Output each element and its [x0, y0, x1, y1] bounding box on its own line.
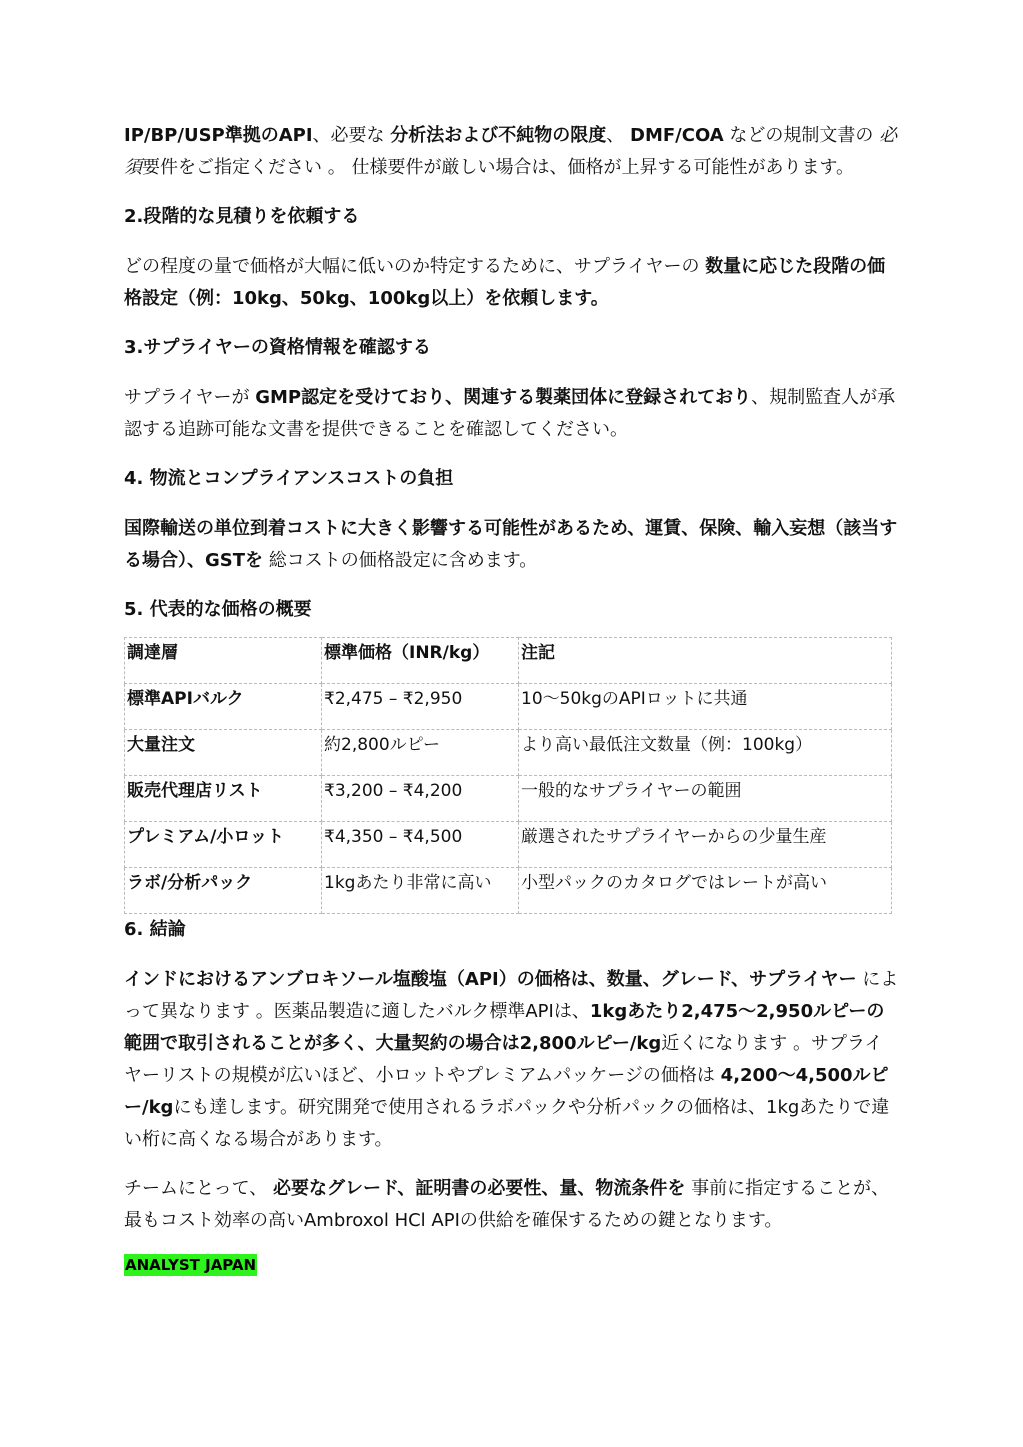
table-cell-tier: 販売代理店リスト: [125, 776, 322, 822]
section-3-text: 、規制監査人が承認する追跡可能な文書を提供できることを確認してください。: [124, 387, 896, 440]
section-3-bold: GMP認定を受けており、関連する製薬団体に登録されており: [255, 387, 752, 408]
analyst-japan-tag: ANALYST JAPAN: [125, 1256, 257, 1274]
table-row: [125, 776, 892, 822]
section-6-heading: 6. 結論: [124, 919, 186, 940]
table-cell-price: ₹4,350 – ₹4,500: [322, 822, 519, 868]
section-4-heading: 4. 物流とコンプライアンスコストの負担: [124, 468, 454, 489]
section-2-paragraph: [124, 251, 899, 315]
closing-text: 事前に指定することが、最もコスト効率の高いAmbroxol HCl APIの供給を確保するための鍵となります。: [124, 1178, 890, 1231]
table-cell-price: ₹3,200 – ₹4,200: [322, 776, 519, 822]
intro-bold-analysis: 分析法および不純物の限度: [390, 125, 607, 146]
table-row: [125, 684, 892, 730]
price-table: [124, 637, 892, 914]
table-row: [125, 822, 892, 868]
intro-text: 、: [606, 125, 631, 146]
section-6-paragraph: [124, 964, 899, 1156]
table-cell-tier: 大量注文: [125, 730, 322, 776]
closing-paragraph: [124, 1173, 899, 1237]
table-cell-note: より高い最低注文数量（例：100kg）: [519, 730, 892, 776]
section-3-heading: 3.サプライヤーの資格情報を確認する: [124, 337, 431, 358]
table-row: [125, 868, 892, 914]
intro-text: 、必要な: [312, 125, 391, 146]
table-cell-tier: ラボ/分析パック: [125, 868, 322, 914]
section-3-paragraph: [124, 382, 899, 446]
intro-italic-required: 必須: [124, 125, 898, 178]
closing-bold: 必要なグレード、証明書の必要性、量、物流条件を: [273, 1178, 686, 1199]
closing-text: チームにとって、: [124, 1178, 274, 1199]
table-cell-tier: 標準APIバルク: [125, 684, 322, 730]
section-6-text: 近くになります 。サプライヤーリストの規模が広いほど、小ロットやプレミアムパッケージの価格は: [124, 1033, 883, 1086]
table-cell-price: 約2,800ルピー: [322, 730, 519, 776]
table-cell-note: 厳選されたサプライヤーからの少量生産: [519, 822, 892, 868]
section-3-text: サプライヤーが: [124, 387, 256, 408]
section-4-paragraph: [124, 513, 899, 577]
intro-text: などの規制文書の: [723, 125, 880, 146]
section-6-bold: 4,200〜4,500ルピー/kg: [124, 1065, 889, 1118]
table-header-cell: 調達層: [125, 638, 322, 684]
intro-text: 要件をご指定ください 。 仕様要件が厳しい場合は、価格が上昇する可能性があります。: [142, 157, 854, 178]
section-5-heading: 5. 代表的な価格の概要: [124, 599, 312, 620]
table-header-row: [125, 638, 892, 684]
table-cell-tier: プレミアム/小ロット: [125, 822, 322, 868]
intro-paragraph: [124, 120, 899, 184]
table-header-cell: 注記: [519, 638, 892, 684]
table-header-cell: 標準価格（INR/kg）: [322, 638, 519, 684]
section-6-text: にも達します。研究開発で使用されるラボパックや分析パックの価格は、1kgあたりで違い桁に高くなる場合があります。: [124, 1097, 890, 1150]
section-2-heading: 2.段階的な見積りを依頼する: [124, 206, 360, 227]
section-4-text: 総コストの価格設定に含めます。: [263, 550, 538, 571]
table-cell-price: ₹2,475 – ₹2,950: [322, 684, 519, 730]
table-row: [125, 730, 892, 776]
section-2-bold: 数量に応じた段階の価格設定（例：10kg、50kg、100kg以上）を依頼します。: [124, 256, 886, 309]
table-cell-price: 1kgあたり非常に高い: [322, 868, 519, 914]
table-cell-note: 10〜50kgのAPIロットに共通: [519, 684, 892, 730]
section-6-bold: 1kgあたり2,475〜2,950ルピーの範囲で取引されることが多く、大量契約の場合は2,800ルピー/kg: [124, 1001, 885, 1054]
document-content: [124, 120, 899, 1276]
section-2-text: どの程度の量で価格が大幅に低いのか特定するために、サプライヤーの: [124, 256, 706, 277]
table-cell-note: 一般的なサプライヤーの範囲: [519, 776, 892, 822]
table-cell-note: 小型パックのカタログではレートが高い: [519, 868, 892, 914]
section-6-text: によって異なります 。医薬品製造に適したバルク標準APIは、: [124, 969, 899, 1022]
section-6-bold: インドにおけるアンブロキソール塩酸塩（API）の価格は、数量、グレード、サプライヤー: [124, 969, 857, 990]
intro-bold-api: IP/BP/USP準拠のAPI: [124, 125, 313, 146]
intro-bold-dmf: DMF/COA: [630, 125, 724, 146]
section-4-bold: 国際輸送の単位到着コストに大きく影響する可能性があるため、運賃、保険、輸入妄想（該当する場合）、GSTを: [124, 518, 898, 571]
